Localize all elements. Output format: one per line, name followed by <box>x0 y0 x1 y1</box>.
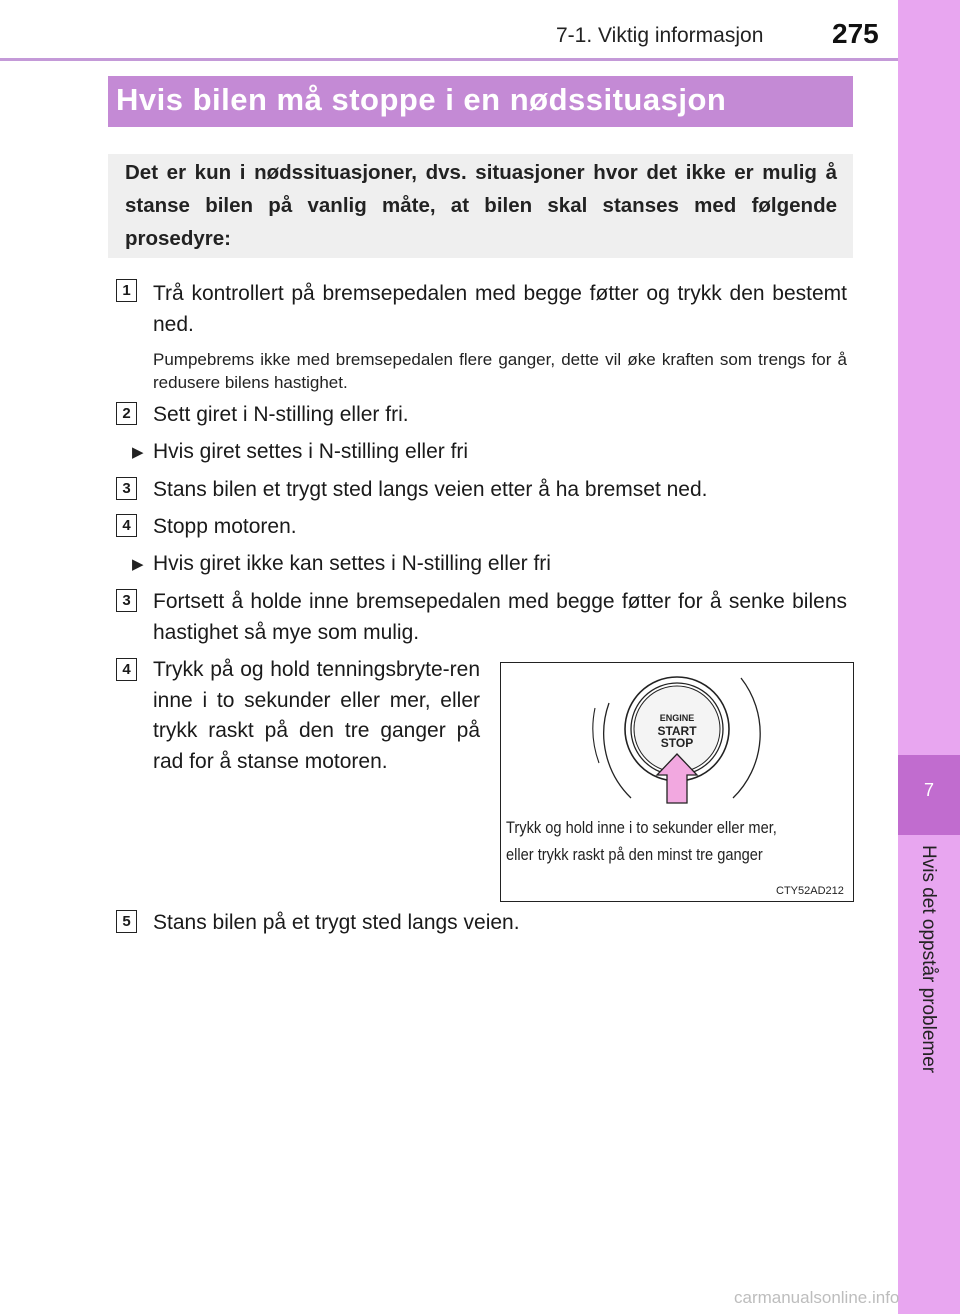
case-1-heading: Hvis giret settes i N-stilling eller fri <box>153 440 469 463</box>
page-number: 275 <box>832 18 879 49</box>
button-label-start: START <box>657 724 697 738</box>
step-number-4a: 4 <box>116 514 137 537</box>
figure-caption-line-2: eller trykk raskt på den minst tre ganger <box>506 845 763 864</box>
chapter-number: 7 <box>923 780 934 800</box>
header-divider <box>0 58 898 61</box>
step-3b-text: Fortsett å holde inne bremsepedalen med begge føtter for å senke bilens hastighet så mye som mulig. <box>153 590 847 644</box>
button-label-stop: STOP <box>660 736 694 750</box>
header-section-title: 7-1. Viktig informasjon <box>556 24 764 47</box>
step-number-3b: 3 <box>116 589 137 612</box>
step-number-1: 1 <box>116 279 137 302</box>
case-arrow-icon: ▶ <box>132 444 144 461</box>
step-1-note: Pumpebrems ikke med bremsepedalen flere ganger, dette vil øke kraften som trengs for å redusere bilens hastighet. <box>153 350 847 392</box>
chapter-title-vertical <box>905 845 953 1105</box>
step-3a-text: Stans bilen et trygt sted langs veien etter å ha bremset ned. <box>153 478 708 501</box>
figure-caption <box>506 814 790 868</box>
section-title: Hvis bilen må stoppe i en nødssituasjon <box>116 82 727 117</box>
step-4a-text: Stopp motoren. <box>153 515 297 538</box>
case-2-heading: Hvis giret ikke kan settes i N-stilling eller fri <box>153 552 551 575</box>
figure-code: CTY52AD212 <box>776 885 844 897</box>
intro-text: Det er kun i nødssituasjoner, dvs. situasjoner hvor det ikke er mulig å stanse bilen på vanlig måte, at bilen skal stanses med følgende prosedyre: <box>125 161 837 250</box>
step-2-text: Sett giret i N-stilling eller fri. <box>153 403 409 426</box>
engine-start-stop-button-icon <box>501 663 853 813</box>
step-number-3a: 3 <box>116 477 137 500</box>
step-number-2: 2 <box>116 402 137 425</box>
button-label-engine: ENGINE <box>659 713 695 723</box>
step-number-4b: 4 <box>116 658 137 681</box>
watermark[interactable]: carmanualsonline.info <box>734 1288 900 1307</box>
step-1-text: Trå kontrollert på bremsepedalen med begge føtter og trykk den bestemt ned. <box>153 282 847 336</box>
step-5-text: Stans bilen på et trygt sted langs veien. <box>153 911 520 934</box>
figure-caption-line-1: Trykk og hold inne i to sekunder eller mer, <box>506 818 777 837</box>
chapter-title: Hvis det oppstår problemer <box>918 845 939 1074</box>
step-number-5: 5 <box>116 910 137 933</box>
case-arrow-icon: ▶ <box>132 556 144 573</box>
chapter-sidebar <box>898 0 960 1314</box>
step-4b-text: Trykk på og hold tenningsbryte-ren inne i to sekunder eller mer, eller trykk raskt på den tre ganger på rad for å stanse motoren. <box>153 658 480 773</box>
